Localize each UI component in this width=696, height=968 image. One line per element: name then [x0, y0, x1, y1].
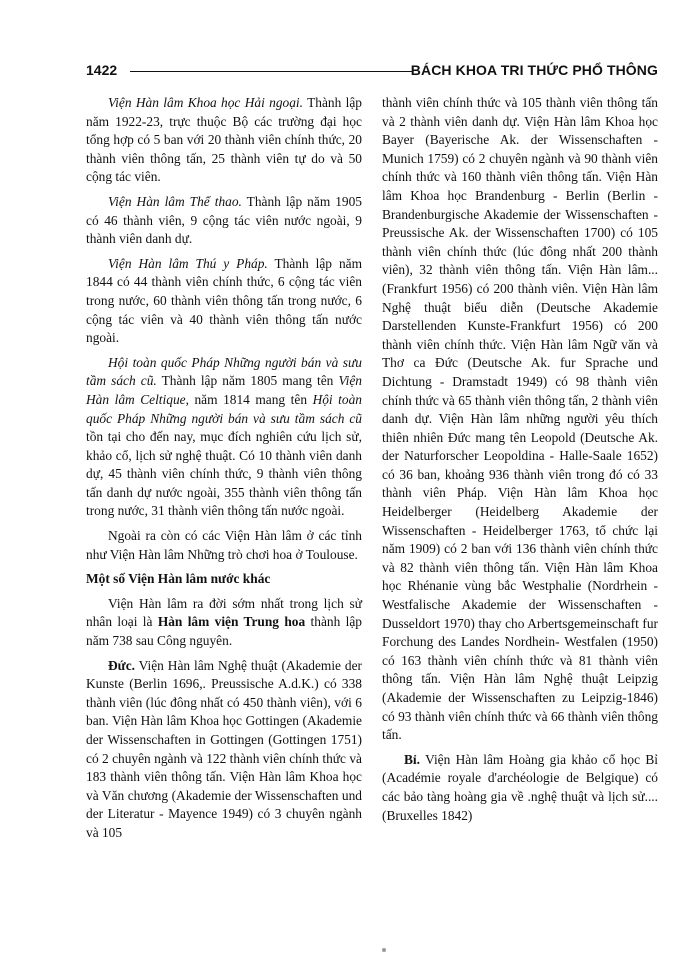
- paragraph: [86, 657, 362, 843]
- italic-text: Hội toàn quốc Pháp Những người bán và sưu tầm sách cũ: [86, 391, 362, 426]
- bold-text: Một số Viện Hàn lâm nước khác: [86, 571, 271, 587]
- text-run: tồn tại cho đến nay, mục đích nghiên cứu lịch sử, khảo cổ, lịch sử nghệ thuật. Có 10 thành viên danh dự, 45 thành viên chính thức, 9 thành viên thông tấn danh dự nước ngoài, 355 thành viên thông tấn trong nước, 31 thành viên thông tấn nước ngoài.: [86, 429, 362, 519]
- italic-text: Viện Hàn lâm Thú y Pháp.: [108, 255, 268, 271]
- text-run: thành lập năm 738 sau Công nguyên.: [86, 614, 362, 649]
- italic-text: Viện Hàn lâm Thể thao.: [108, 193, 242, 209]
- paragraph: [86, 527, 362, 564]
- bold-text: Hàn lâm viện Trung hoa: [157, 614, 306, 630]
- page-header: [86, 60, 658, 82]
- text-run: Thành lập năm 1922-23, trực thuộc Bộ các trường đại học tổng hợp có 5 ban với 20 thành viên chính thức, 20 thành viên thông tấn, 25 thành viên tự do và 50 cộng tác viên.: [86, 95, 362, 185]
- paragraph: [86, 255, 362, 348]
- paragraph: [86, 94, 362, 187]
- text-run: Viện Hàn lâm Nghệ thuật (Akademie der Kunste (Berlin 1696,. Preussische A.d.K.) có 338 thành viên (lúc đông nhất có 450 thành viên), với 6 ban. Viện Hàn lâm Khoa học Gottingen (Akademie der Wissenschaften in Gottingen (Gottingen 1751) có 2 chuyên ngành và 122 thành viên chính thức và 183 thành viên thông tấn. Viện Hàn lâm Khoa học và Văn chương (Akademie der Wissenschaften und der Literatur - Mayence 1949) có 3 chuyên ngành và 105: [86, 657, 362, 840]
- running-title: BÁCH KHOA TRI THỨC PHỔ THÔNG: [410, 62, 658, 78]
- paragraph: [382, 94, 658, 745]
- paragraph: [86, 354, 362, 521]
- italic-text: Hội toàn quốc Pháp Những người bán và sưu tầm sách cũ.: [86, 354, 362, 389]
- italic-text: Viện Hàn lâm Khoa học Hải ngoại.: [108, 95, 303, 110]
- text-run: Thành lập năm 1805 mang tên: [156, 373, 339, 389]
- text-run: thành viên chính thức và 105 thành viên thông tấn và 2 thành viên danh dự. Viện Hàn lâm Khoa học Bayer (Bayerische Ak. der Wissenschaften - Munich 1759) có 2 chuyên ngành và 90 thành viên chính thức và 160 thành viên thông tấn. Viện Hàn lâm Khoa học Brandenburg - Berlin (Berlin - Brandenburgische Akademie der Wissenschaften - Preussische Ak. der Wissenschaften 1700) có 105 thành viên chính thức (lúc đông nhất 200 thành viên), 32 thành viên thông tấn. Viện Hàn lâm... (Frankfurt 1956) có 200 thành viên. Viện Hàn lâm Nghệ thuật biểu diễn (Deutsche Akademie Darstellenden Kunste-Frankfurt 1956) có 200 thành viên chính thức. Viện Hàn lâm Ngữ văn và Thơ ca Đức (Deutsche Ak. fur Sprache und Dichtung - Dramstadt 1949) có 98 thành viên chính thức và 65 thành viên thông tấn, 2 thành viên danh dự. Viện Hàn lâm những người yêu thích thiên nhiên Đức mang tên Leopold (Deutsche Ak. der Naturforscher Leopoldina - Halle-Saale 1652) có 36 ban, khoảng 936 thành viên trong đó có 33 thành viên Pháp. Viện Hàn lâm Khoa học Heidelberger (Heidelberg Akademie der Wissenschaften - Heidelberger 1763, tổ chức lại năm 1909) có 2 ban với 136 thành viên chính thức và 82 thành viên thông tấn. Viện Hàn lâm Khoa học Rhénanie vùng bắc Westphalie (Nordrhein - Westfalische Akademie der Wissenschaften -Dusseldort 1970) thay cho Arbertsgemeinschaft fur Forchung des Landes Nordhein- Westfalen (1950) có 163 thành viên chính thức và 81 thành viên thông tấn. Viện Hàn lâm Nghệ thuật Leipzig (Akademie der Wissenschaften zu Leipzig-1846) có 93 thành viên chính thức và 66 thành viên thông tấn.: [382, 95, 658, 743]
- paragraph: [86, 595, 362, 651]
- right-column: [382, 94, 658, 825]
- left-column: [86, 94, 362, 843]
- bold-text: Đức.: [108, 657, 135, 673]
- page-mark: [382, 948, 386, 952]
- paragraph: [86, 193, 362, 249]
- text-run: , năm 1814 mang tên: [185, 391, 313, 407]
- paragraph: [382, 751, 658, 825]
- page-number: 1422: [86, 62, 118, 78]
- italic-text: Viện Hàn lâm Celtique: [86, 373, 362, 407]
- section-heading: [86, 570, 362, 589]
- text-run: Ngoài ra còn có các Viện Hàn lâm ở các tỉnh như Viện Hàn lâm Những trò chơi hoa ở Toulouse.: [86, 528, 362, 562]
- text-run: Viện Hàn lâm ra đời sớm nhất trong lịch sử nhân loại là: [86, 595, 362, 630]
- text-run: Thành lập năm 1905 có 46 thành viên, 9 cộng tác viên nước ngoài, 9 thành viên danh dự.: [86, 193, 362, 247]
- bold-text: Bỉ.: [404, 751, 420, 767]
- header-rule: [130, 71, 412, 72]
- text-run: Viện Hàn lâm Hoàng gia khảo cổ học Bỉ (Académie royale d'archéologie de Belgique) có các bảo tàng hoàng gia về .nghệ thuật và lịch sử.... (Bruxelles 1842): [382, 751, 658, 823]
- text-run: Thành lập năm 1844 có 44 thành viên chính thức, 6 cộng tác viên trong nước, 60 thành viên thông tấn trong nước, 6 cộng tác viên và 40 thành viên thông tấn nước ngoài.: [86, 255, 362, 346]
